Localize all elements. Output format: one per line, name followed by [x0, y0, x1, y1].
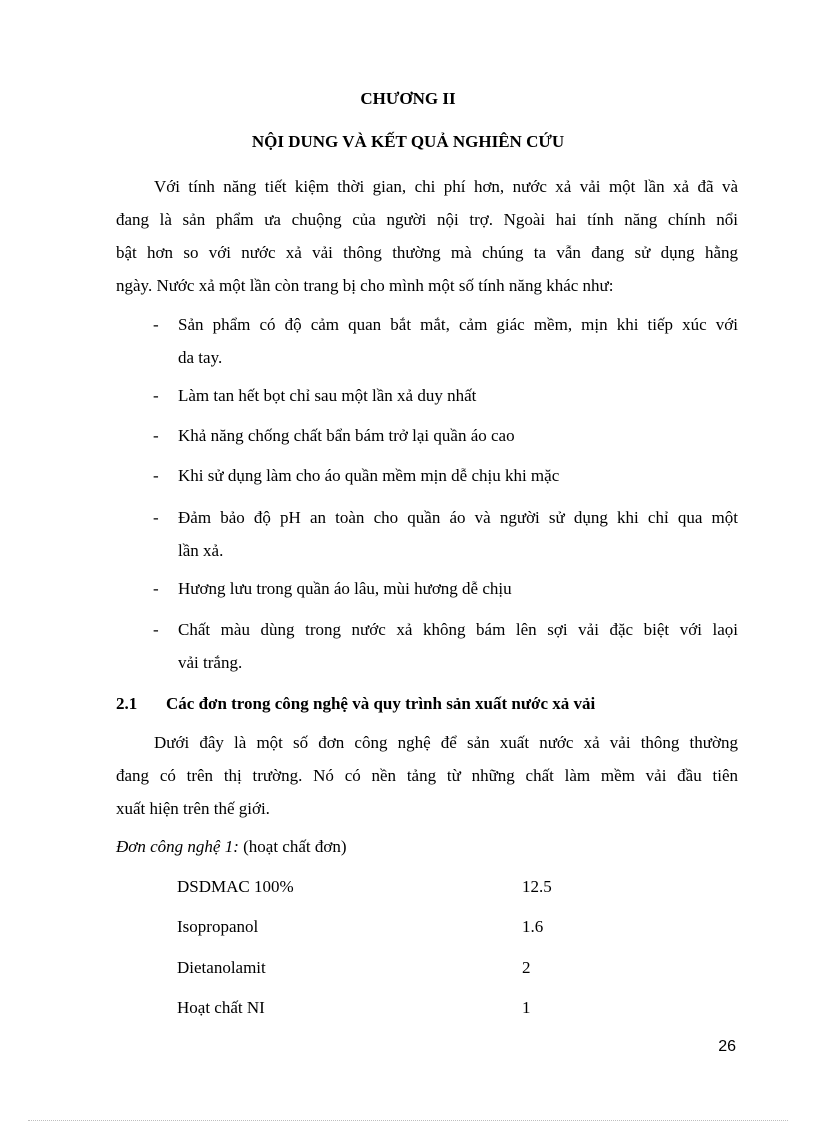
bullet-line: Khi sử dụng làm cho áo quần mềm mịn dễ chịu khi mặc: [178, 466, 560, 485]
ingredient-name: Dietanolamit: [177, 958, 266, 977]
bullet-dash: -: [153, 466, 159, 485]
bullet-dash: -: [153, 579, 159, 598]
ingredient-name: DSDMAC 100%: [177, 877, 294, 896]
footer-divider: [28, 1120, 788, 1121]
section-line: Dưới đây là một số đơn công nghệ để sản xuất nước xả vải thông thường: [154, 733, 738, 752]
bullet-dash: -: [153, 315, 159, 334]
ingredient-name: Hoạt chất NI: [177, 998, 265, 1017]
bullet-line: Đảm bảo độ pH an toàn cho quần áo và người sử dụng khi chỉ qua một: [178, 508, 738, 527]
bullet-line: Làm tan hết bọt chỉ sau một lần xả duy nhất: [178, 386, 477, 405]
intro-line: bật hơn so với nước xả vải thông thường mà chúng ta vẫn đang sử dụng hằng: [116, 243, 738, 262]
section-line: xuất hiện trên thế giới.: [116, 799, 270, 818]
ingredient-value: 1.6: [522, 917, 544, 936]
bullet-dash: -: [153, 386, 159, 405]
bullet-line: Hương lưu trong quần áo lâu, mùi hương dễ chịu: [178, 579, 512, 598]
bullet-dash: -: [153, 426, 159, 445]
intro-line: Với tính năng tiết kiệm thời gian, chi phí hơn, nước xả vải một lần xả đã và: [154, 177, 738, 196]
formula-label: [116, 830, 347, 863]
ingredient-value: 2: [522, 958, 531, 977]
ingredient-value: 12.5: [522, 877, 552, 896]
bullet-line: Chất màu dùng trong nước xả không bám lên sợi vải đặc biệt với laọi: [178, 620, 738, 639]
chapter-number: CHƯƠNG II: [360, 89, 456, 108]
bullet-line: lần xả.: [178, 541, 224, 560]
ingredient-name: Isopropanol: [177, 917, 259, 936]
chapter-title: NỘI DUNG VÀ KẾT QUẢ NGHIÊN CỨU: [251, 132, 565, 151]
ingredient-value: 1: [522, 998, 531, 1017]
bullet-dash: -: [153, 508, 159, 527]
bullet-dash: -: [153, 620, 159, 639]
bullet-line: Khả năng chống chất bẩn bám trở lại quần áo cao: [178, 426, 515, 445]
section-number: 2.1: [116, 694, 138, 713]
section-line: đang có trên thị trường. Nó có nền tảng từ những chất làm mềm vải đầu tiên: [116, 766, 738, 785]
section-title: Các đơn trong công nghệ và quy trình sản xuất nước xả vải: [166, 694, 596, 713]
bullet-line: vải trắng.: [178, 653, 243, 672]
bullet-line: da tay.: [178, 348, 223, 367]
section-paragraph: [116, 726, 738, 825]
formula-label-rest: (hoạt chất đơn): [238, 837, 347, 856]
formula-label-italic: Đơn công nghệ 1:: [116, 837, 239, 856]
section-heading: [116, 687, 738, 720]
intro-line: ngày. Nước xả một lần còn trang bị cho mình một số tính năng khác như:: [116, 276, 614, 295]
intro-paragraph: [116, 170, 738, 302]
page-number: 26: [718, 1038, 736, 1055]
bullet-line: Sản phẩm có độ cảm quan bắt mắt, cảm giác mềm, mịn khi tiếp xúc với: [178, 315, 738, 334]
intro-line: đang là sản phẩm ưa chuộng của người nội trợ. Ngoài hai tính năng chính nổi: [116, 210, 738, 229]
